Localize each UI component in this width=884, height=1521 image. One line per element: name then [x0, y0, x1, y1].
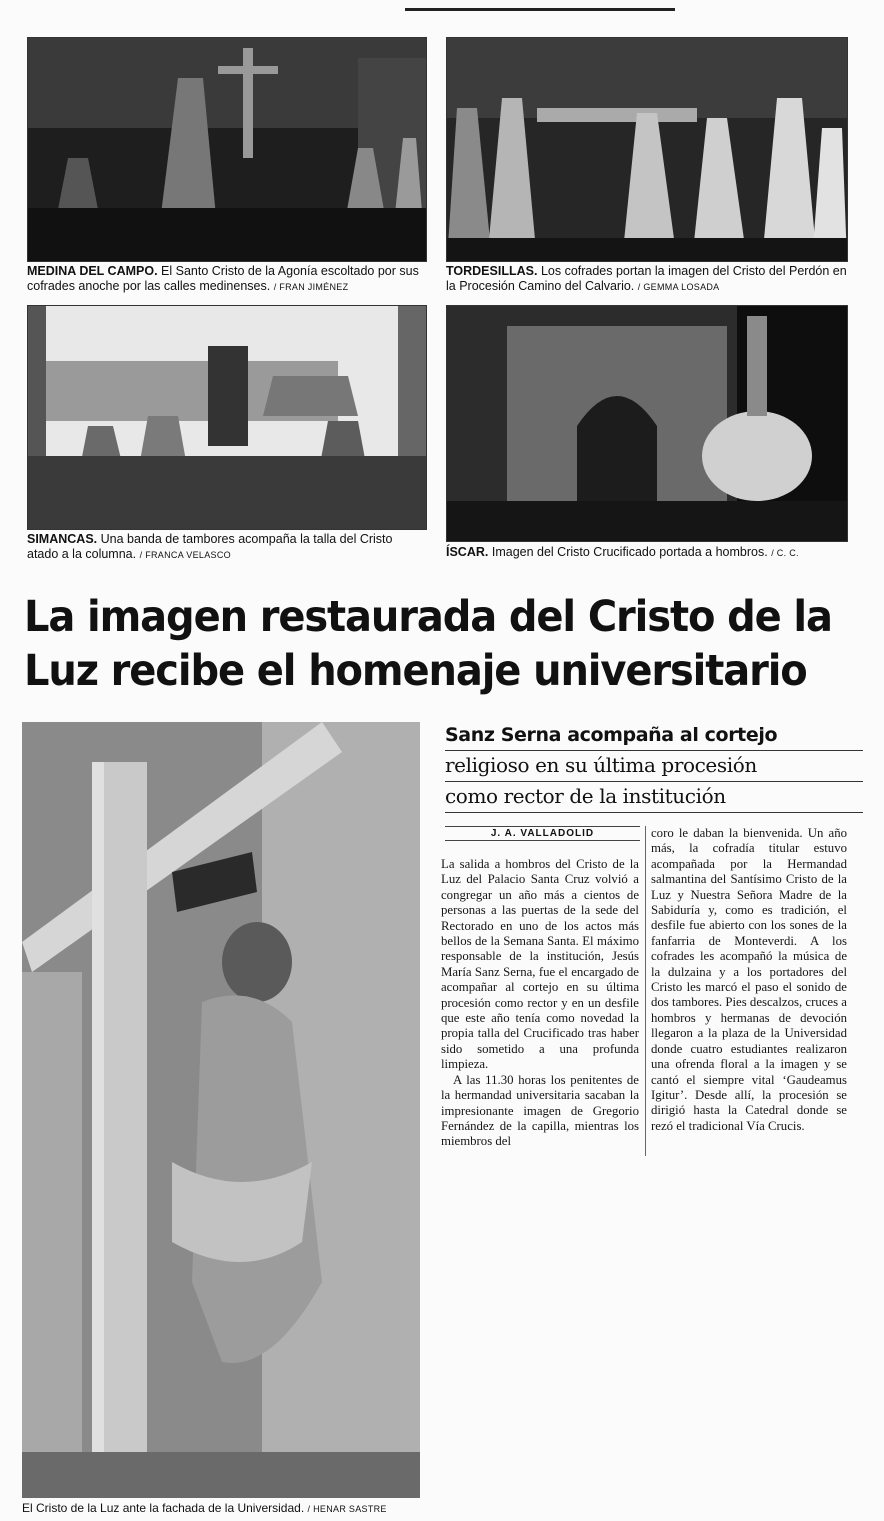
photo-credit: / C. C. [771, 548, 799, 558]
caption-simancas [27, 532, 427, 563]
caption-text: El Santo Cristo de la Agonía escoltado por sus cofrades anoche por las calles medinenses. [27, 264, 419, 293]
caption-place: MEDINA DEL CAMPO. [27, 264, 158, 278]
photo-medina-del-campo [27, 37, 427, 262]
photo-simancas [27, 305, 427, 530]
headline-line-1: La imagen restaurada del Cristo de la [24, 592, 832, 642]
photo-iscar [446, 305, 848, 542]
headline [24, 590, 832, 698]
paragraph: La salida a hombros del Cristo de la Luz del Palacio Santa Cruz volvió a congregar un año más a cientos de personas a las puertas de la sede del Rectorado en uno de los actos más bellos de la Semana Santa. El máximo responsable de la institución, Jesús María Sanz Serna, fue el encargado de acompañar al cortejo en su última procesión como rector y en un desfile que este año tenía como novedad la propia talla del Crucificado tras haber sido sometido a una profunda limpieza. [441, 857, 639, 1072]
paragraph: coro le daban la bienvenida. Un año más, la cofradía titular estuvo acompañada por la Hermandad salmantina del Santísimo Cristo de la Luz y Nuestra Señora Madre de la Sabiduría y, como es tradición, el desfile fue abierto con los sones de la fanfarria de Monteverdi. A los cofrades les acompañó la música de la dulzaina y a los portadores del Cristo les marcó el paso el sonido de dos tambores. Pies descalzos, cruces a hombros y hermanas de devoción llegaron a la plaza de la Universidad donde cuatro estudiantes realizaron una ofrenda floral a la imagen y se cantó el siempre vital ‘Gaudeamus Igitur’. Desde allí, la procesión se dirigió hasta la Catedral donde se rezó el tradicional Vía Crucis. [651, 826, 847, 1133]
subhead-rule-3 [445, 812, 863, 813]
subheadline-3 [445, 781, 865, 811]
caption-text: Los cofrades portan la imagen del Cristo del Perdón en la Procesión Camino del Calvario. [446, 264, 847, 293]
paragraph: A las 11.30 horas los penitentes de la hermandad universitaria sacaban la impresionante imagen de Gregorio Fernández de la capilla, mientras los miembros del [441, 1072, 639, 1149]
caption-medina-del-campo [27, 264, 427, 295]
caption-iscar [446, 545, 848, 561]
byline: J. A. VALLADOLID [445, 826, 640, 841]
caption-tordesillas [446, 264, 848, 295]
caption-text: Una banda de tambores acompaña la talla del Cristo atado a la columna. [27, 532, 393, 561]
subhead-line-3: como rector de la institución [445, 784, 726, 808]
subhead-bold: Sanz Serna acompaña al cortejo [445, 724, 778, 746]
masthead-fragment [405, 0, 675, 11]
subhead-line-2: religioso en su última procesión [445, 753, 757, 777]
photo-credit: / FRANCA VELASCO [139, 550, 231, 560]
caption-place: ÍSCAR. [446, 545, 489, 559]
photo-cristo-de-la-luz [22, 722, 420, 1498]
caption-main-photo [22, 1501, 442, 1517]
caption-place: SIMANCAS. [27, 532, 98, 546]
photo-credit: / HENAR SASTRE [307, 1504, 387, 1514]
subheadline [445, 722, 865, 748]
caption-text: Imagen del Cristo Crucificado portada a hombros. [491, 545, 768, 559]
headline-line-2: Luz recibe el homenaje universitario [24, 646, 807, 696]
photo-credit: / GEMMA LOSADA [637, 282, 720, 292]
caption-text: El Cristo de la Luz ante la fachada de la Universidad. [22, 1501, 305, 1515]
article-column-1 [441, 857, 639, 1150]
photo-credit: / FRAN JIMÉNEZ [273, 282, 349, 292]
photo-tordesillas [446, 37, 848, 262]
article-column-2 [651, 826, 847, 1134]
caption-place: TORDESILLAS. [446, 264, 538, 278]
subheadline-2 [445, 750, 865, 780]
column-divider [645, 826, 646, 1156]
